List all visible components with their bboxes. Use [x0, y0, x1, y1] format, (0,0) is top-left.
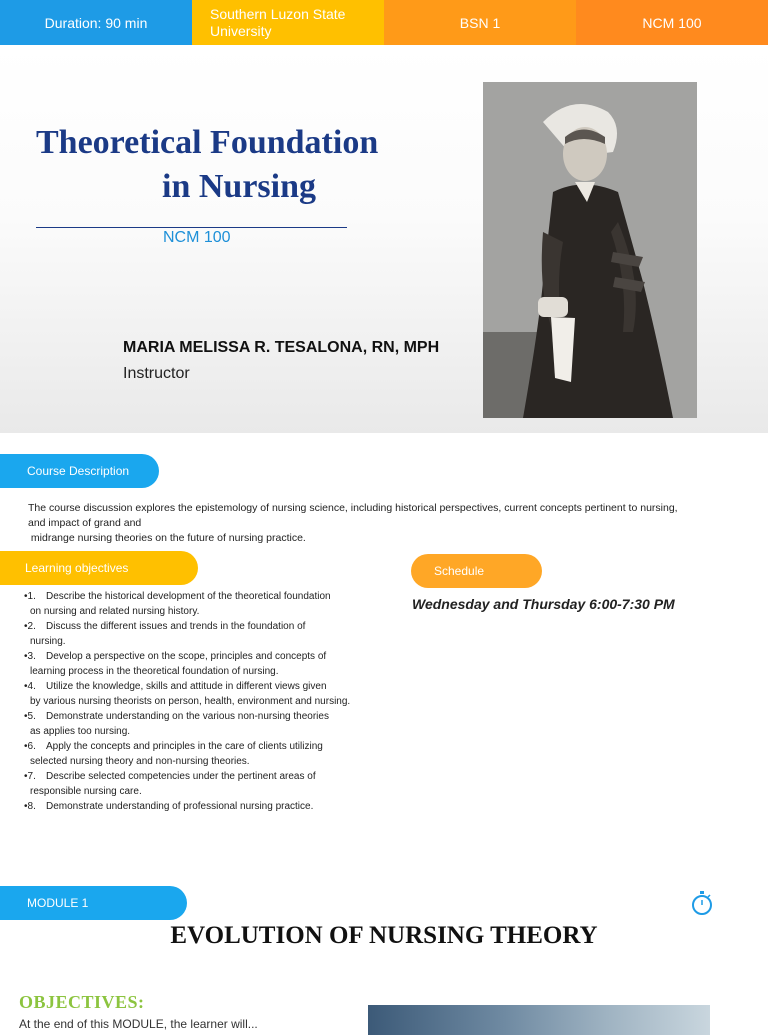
- list-item: [24, 799, 379, 814]
- objective-continuation: on nursing and related nursing history.: [30, 606, 200, 617]
- objective-text: Demonstrate understanding on the various non-nursing theories: [46, 711, 329, 722]
- objective-text: Discuss the different issues and trends in the foundation of: [46, 621, 306, 632]
- page-title: [36, 121, 416, 209]
- objective-text: Utilize the knowledge, skills and attitude in different views given: [46, 681, 327, 692]
- objectives-heading: OBJECTIVES:: [19, 992, 145, 1012]
- objective-text: Demonstrate understanding of professional nursing practice.: [46, 801, 314, 812]
- objective-text: Develop a perspective on the scope, principles and concepts of: [46, 651, 327, 662]
- objective-continuation: responsible nursing care.: [30, 786, 142, 797]
- objective-continuation: selected nursing theory and non-nursing theories.: [30, 756, 250, 767]
- stopwatch-svg: [690, 890, 714, 916]
- course-subtitle: NCM 100: [163, 229, 231, 246]
- list-item: [24, 709, 379, 739]
- list-item: [24, 769, 379, 799]
- schedule-pill: [411, 554, 542, 588]
- title-line-2: in Nursing: [162, 168, 316, 205]
- learning-objectives-label: Learning objectives: [25, 561, 129, 575]
- university-cell: Southern Luzon State University: [192, 0, 384, 45]
- instructor-role: Instructor: [123, 365, 190, 382]
- schedule-text: Wednesday and Thursday 6:00-7:30 PM: [412, 596, 675, 612]
- hero-section: [0, 45, 768, 433]
- objective-text: Apply the concepts and principles in the care of clients utilizing: [46, 741, 323, 752]
- list-item: [24, 739, 379, 769]
- course-code-cell: NCM 100: [576, 0, 768, 45]
- objective-text: Describe the historical development of the theoretical foundation: [46, 591, 331, 602]
- module-pill: [0, 886, 187, 920]
- duration-cell: Duration: 90 min: [0, 0, 192, 45]
- stopwatch-icon: [690, 890, 714, 916]
- course-description-line-3: midrange nursing theories on the future of nursing practice.: [28, 532, 306, 544]
- objective-continuation: learning process in the theoretical foundation of nursing.: [30, 666, 279, 677]
- objective-number: •8.: [24, 801, 36, 812]
- objective-number: •2.: [24, 621, 36, 632]
- objectives-intro-text: At the end of this MODULE, the learner will...: [19, 1017, 258, 1031]
- objective-number: •1.: [24, 591, 36, 602]
- title-divider: [36, 227, 347, 228]
- module-title: EVOLUTION OF NURSING THEORY: [170, 922, 598, 949]
- objective-number: •4.: [24, 681, 36, 692]
- schedule-label: Schedule: [434, 564, 485, 578]
- portrait-illustration: [483, 82, 697, 418]
- level-cell: BSN 1: [384, 0, 576, 45]
- module-label: MODULE 1: [27, 896, 89, 910]
- course-description-pill: [0, 454, 159, 488]
- portrait-photo: [483, 82, 697, 418]
- learning-objectives-pill: [0, 551, 198, 585]
- list-item: [24, 649, 379, 679]
- module-photo: [368, 1005, 710, 1035]
- objective-number: •5.: [24, 711, 36, 722]
- objective-number: •7.: [24, 771, 36, 782]
- course-description-text: [28, 501, 743, 546]
- list-item: [24, 679, 379, 709]
- course-description-label: Course Description: [27, 464, 130, 478]
- course-description-line-1: The course discussion explores the epistemology of nursing science, including historical perspectives, current concepts pertinent to nursing,: [28, 502, 678, 514]
- objective-text: Describe selected competencies under the pertinent areas of: [46, 771, 316, 782]
- list-item: [24, 589, 379, 619]
- objective-number: •6.: [24, 741, 36, 752]
- title-line-1: Theoretical Foundation: [36, 124, 379, 161]
- objective-number: •3.: [24, 651, 36, 662]
- objective-continuation: by various nursing theorists on person, health, environment and nursing.: [30, 696, 351, 707]
- objective-continuation: as applies too nursing.: [30, 726, 131, 737]
- course-description-line-2: and impact of grand and: [28, 517, 142, 529]
- objective-continuation: nursing.: [30, 636, 66, 647]
- top-header-bar: [0, 0, 768, 45]
- list-item: [24, 619, 379, 649]
- learning-objectives-list: [24, 589, 379, 814]
- instructor-name: MARIA MELISSA R. TESALONA, RN, MPH: [123, 339, 440, 356]
